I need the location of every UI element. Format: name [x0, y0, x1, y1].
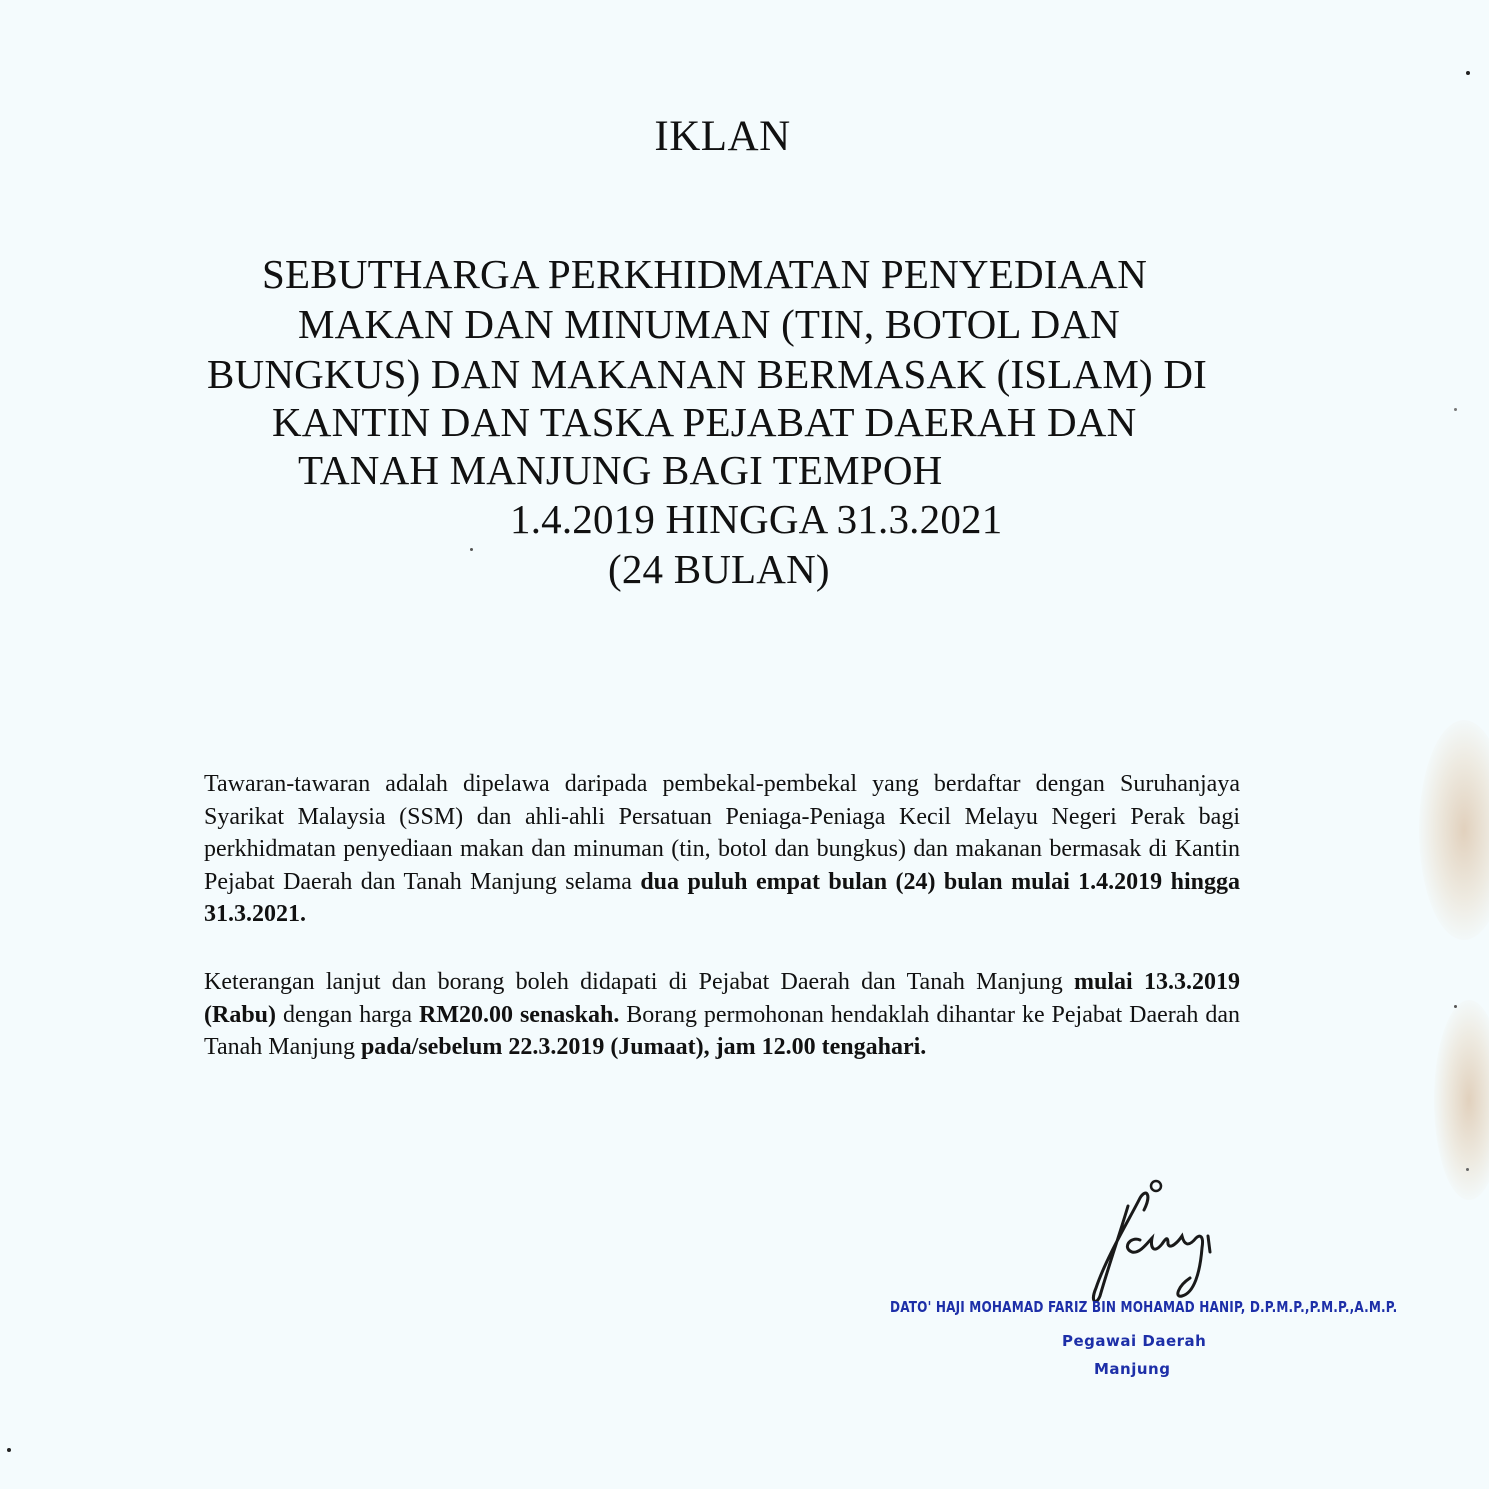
signatory-district: Manjung	[1094, 1360, 1171, 1378]
title-line-5: TANAH MANJUNG BAGI TEMPOH	[298, 447, 943, 493]
signatory-title: Pegawai Daerah	[1062, 1332, 1207, 1350]
signatory-name: DATO' HAJI MOHAMAD FARIZ BIN MOHAMAD HANIP, D.P.M.P.,P.M.P.,A.M.P.	[890, 1298, 1398, 1316]
paragraph-invitation-period: dua puluh empat bulan (24) bulan mulai 1.4.2019 hingga 31.3.2021.	[204, 868, 1240, 927]
paper-stain	[1434, 1000, 1489, 1200]
title-line-6: 1.4.2019 HINGGA 31.3.2021	[510, 496, 1003, 542]
details-start-date: mulai 13.3.2019 (Rabu)	[204, 969, 1240, 1028]
paragraph-details	[204, 966, 1240, 1064]
document-heading: IKLAN	[654, 113, 791, 160]
speck	[470, 548, 473, 551]
handwritten-signature	[1070, 1178, 1230, 1308]
details-text-3: Borang permohonan hendaklah dihantar ke Pejabat Daerah dan Tanah Manjung	[204, 1001, 1241, 1060]
paragraph-invitation-text: Tawaran-tawaran adalah dipelawa daripada pembekal-pembekal yang berdaftar dengan Suruhanjaya Syarikat Malaysia (SSM) dan ahli-ahli Persatuan Peniaga-Peniaga Kecil Melayu Negeri Perak bagi perkhidmatan penyediaan makan dan minuman (tin, botol dan bungkus) dan makanan bermasak di Kantin Pejabat Daerah dan Tanah Manjung selama	[204, 771, 1240, 895]
speck	[1454, 408, 1457, 411]
title-line-3: BUNGKUS) DAN MAKANAN BERMASAK (ISLAM) DI	[207, 351, 1207, 397]
details-text-2: dengan harga	[276, 1001, 420, 1028]
speck	[1466, 71, 1470, 75]
title-line-7: (24 BULAN)	[608, 546, 830, 592]
title-line-2: MAKAN DAN MINUMAN (TIN, BOTOL DAN	[298, 301, 1120, 347]
speck	[7, 1448, 11, 1452]
title-line-4: KANTIN DAN TASKA PEJABAT DAERAH DAN	[272, 399, 1137, 445]
speck	[1466, 1168, 1469, 1171]
details-deadline: pada/sebelum 22.3.2019 (Jumaat), jam 12.00 tengahari.	[360, 1034, 927, 1060]
paper-stain	[1419, 720, 1489, 940]
paragraph-invitation	[204, 768, 1240, 931]
title-line-1: SEBUTHARGA PERKHIDMATAN PENYEDIAAN	[262, 251, 1148, 297]
speck	[1454, 1005, 1457, 1008]
details-text-1: Keterangan lanjut dan borang boleh didapati di Pejabat Daerah dan Tanah Manjung	[204, 969, 1075, 995]
details-price: RM20.00 senaskah.	[419, 1001, 620, 1028]
